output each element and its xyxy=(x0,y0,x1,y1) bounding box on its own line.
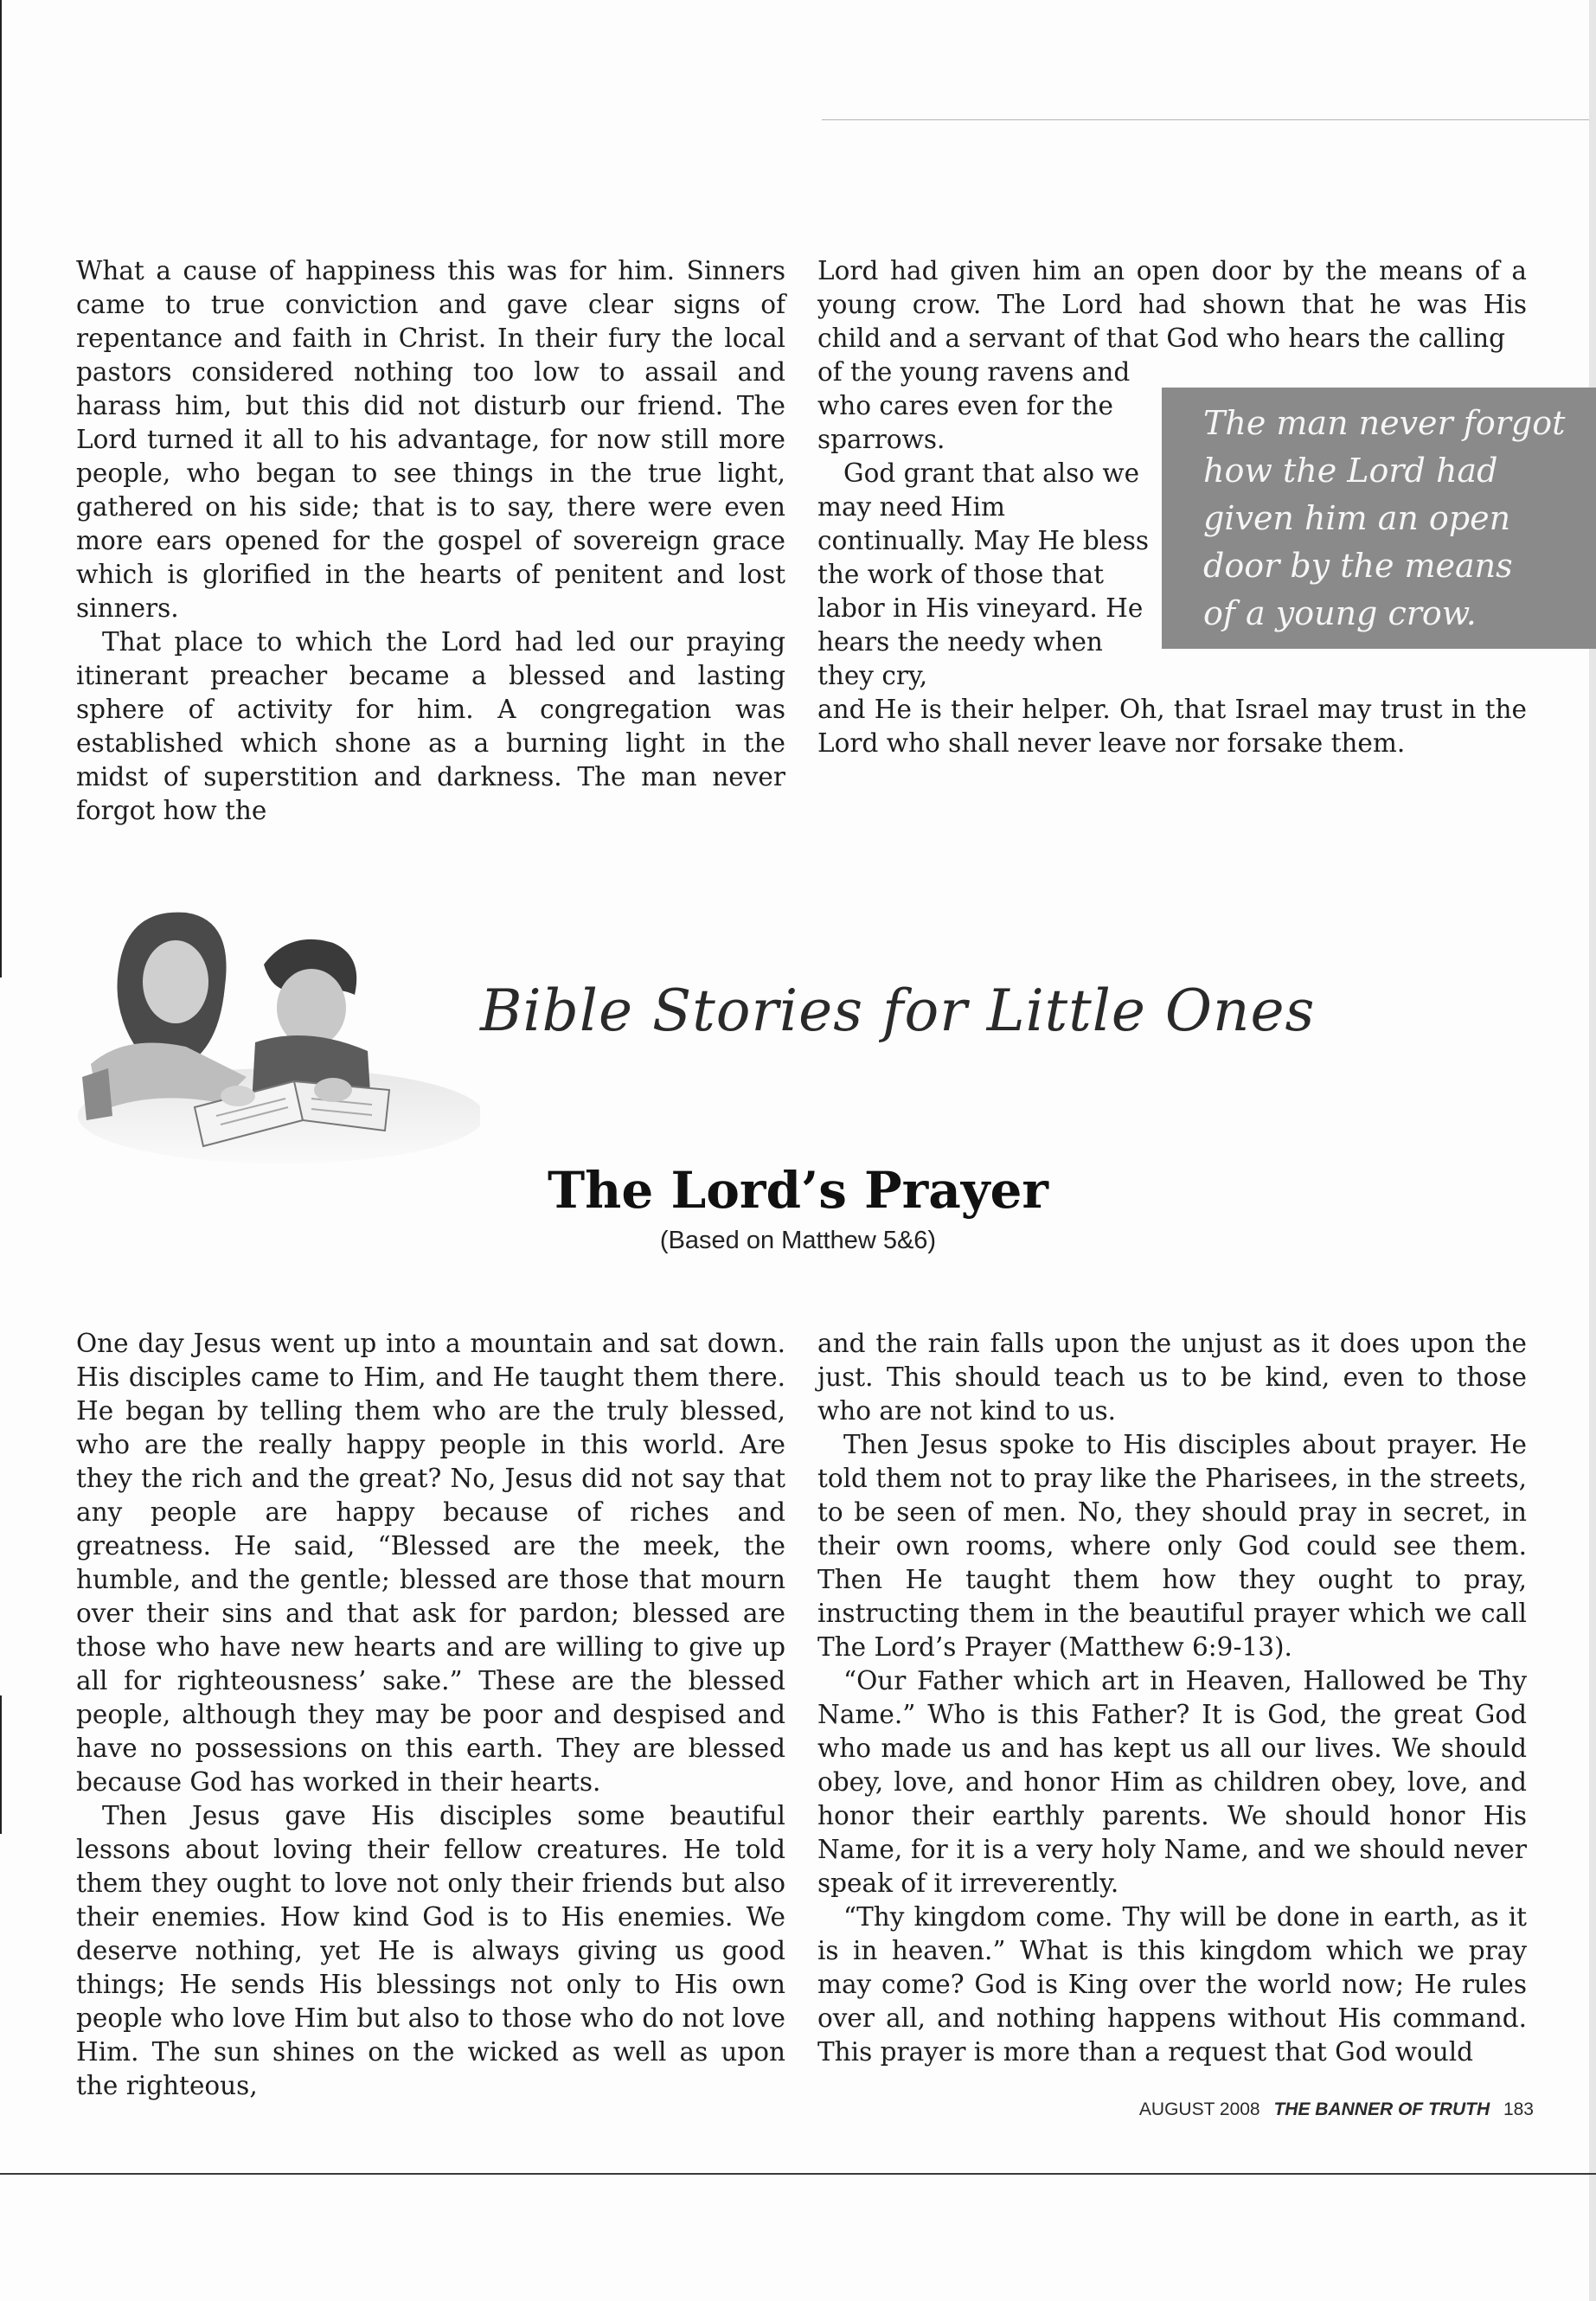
bottom-rule xyxy=(0,2173,1596,2175)
story-left-column xyxy=(76,1327,785,2103)
paragraph: and He is their helper. Oh, that Israel may trust in the Lord who shall never leave nor forsake them. xyxy=(817,695,1527,758)
page-edge xyxy=(1589,0,1596,2301)
paragraph: God grant that also we may need Him continually. May He bless the work of those that labor in His vineyard. He hears the needy when they cry, xyxy=(817,458,1149,690)
pull-quote-line: given him an open xyxy=(1203,499,1511,537)
scan-edge-line xyxy=(0,0,2,977)
pull-quote-line: door by the means xyxy=(1203,547,1513,585)
footer-publication: THE BANNER OF TRUTH xyxy=(1273,2099,1490,2119)
scan-edge-line xyxy=(0,1695,2,1834)
paragraph: Lord had given him an open door by the means of a young crow. The Lord had shown that he was His child and a servant of that God who hears the calling xyxy=(817,256,1527,353)
paragraph: Then Jesus gave His disciples some beautiful lessons about loving their fellow creatures. He told them they ought to love not only their friends but also their enemies. How kind God is to His enemies. We deserve nothing, yet He is always giving us good things; He sends His blessings not only to His own people who love Him but also to those who do not love Him. The sun shines on the wicked as well as upon the righteous, xyxy=(76,1801,785,2100)
paragraph: Then Jesus spoke to His disciples about prayer. He told them not to pray like the Pharisees, in the streets, to be seen of men. No, they should pray in secret, in their own rooms, where only God could see them. Then He taught them how they ought to pray, instructing them in the beautiful prayer which we call The Lord’s Prayer (Matthew 6:9-13). xyxy=(817,1430,1527,1662)
story-title: The Lord’s Prayer xyxy=(548,1161,1048,1220)
pull-quote xyxy=(1162,388,1596,649)
story-right-column xyxy=(817,1327,1527,2069)
story-subtitle: (Based on Matthew 5&6) xyxy=(659,1227,937,1254)
paragraph: of the young ravens and who cares even for the sparrows. xyxy=(817,357,1131,454)
paragraph: What a cause of happiness this was for him. Sinners came to true conviction and gave clear signs of repentance and faith in Christ. In their fury the local pastors considered nothing too low to assail and harass him, but this did not disturb our friend. The Lord turned it all to his advantage, for now still more people, who began to see things in the true light, gathered on his side; that is to say, there were even more ears opened for the gospel of sovereign grace which is glorified in the hearts of penitent and lost sinners. xyxy=(76,256,785,623)
page-number: 183 xyxy=(1503,2099,1534,2119)
upper-left-column xyxy=(76,254,785,828)
pull-quote-line: how the Lord had xyxy=(1203,452,1498,490)
paragraph: “Thy kingdom come. Thy will be done in earth, as it is in heaven.” What is this kingdom which we pray may come? God is King over the world now; He rules over all, and nothing happens without His command. This prayer is more than a request that God would xyxy=(817,1902,1527,2067)
page-footer xyxy=(1139,2099,1534,2120)
footer-date: AUGUST 2008 xyxy=(1138,2099,1260,2119)
paragraph: That place to which the Lord had led our praying itinerant preacher became a blessed and lasting sphere of activity for him. A congregation was established which shone as a burning light in the midst of superstition and darkness. The man never forgot how the xyxy=(76,627,785,825)
children-reading-illustration xyxy=(74,904,480,1176)
pull-quote-line: of a young crow. xyxy=(1203,594,1477,632)
paragraph: “Our Father which art in Heaven, Hallowed be Thy Name.” Who is this Father? It is God, the great God who made us and has kept us all our lives. We should obey, love, and honor Him as children obey, love, and honor their earthly parents. We should honor His Name, for it is a very holy Name, and we should never speak of it irreverently. xyxy=(817,1666,1527,1898)
top-rule xyxy=(822,119,1596,120)
pull-quote-line: The man never forgot xyxy=(1203,404,1566,442)
paragraph: and the rain falls upon the unjust as it does upon the just. This should teach us to be kind, even to those who are not kind to us. xyxy=(817,1329,1527,1426)
section-title: Bible Stories for Little Ones xyxy=(480,977,1316,1044)
paragraph: One day Jesus went up into a mountain and sat down. His disciples came to Him, and He taught them there. He began by telling them who are the truly blessed, who are the really happy people in this world. Are they the rich and the great? No, Jesus did not say that any people are happy because of riches and greatness. He said, “Blessed are the meek, the humble, and the gentle; blessed are those that mourn over their sins and that ask for pardon; blessed are those who have new hearts and are willing to give up all for righteousness’ sake.” These are the blessed people, although they may be poor and despised and have no possessions on this earth. They are blessed because God has worked in their hearts. xyxy=(76,1329,785,1797)
